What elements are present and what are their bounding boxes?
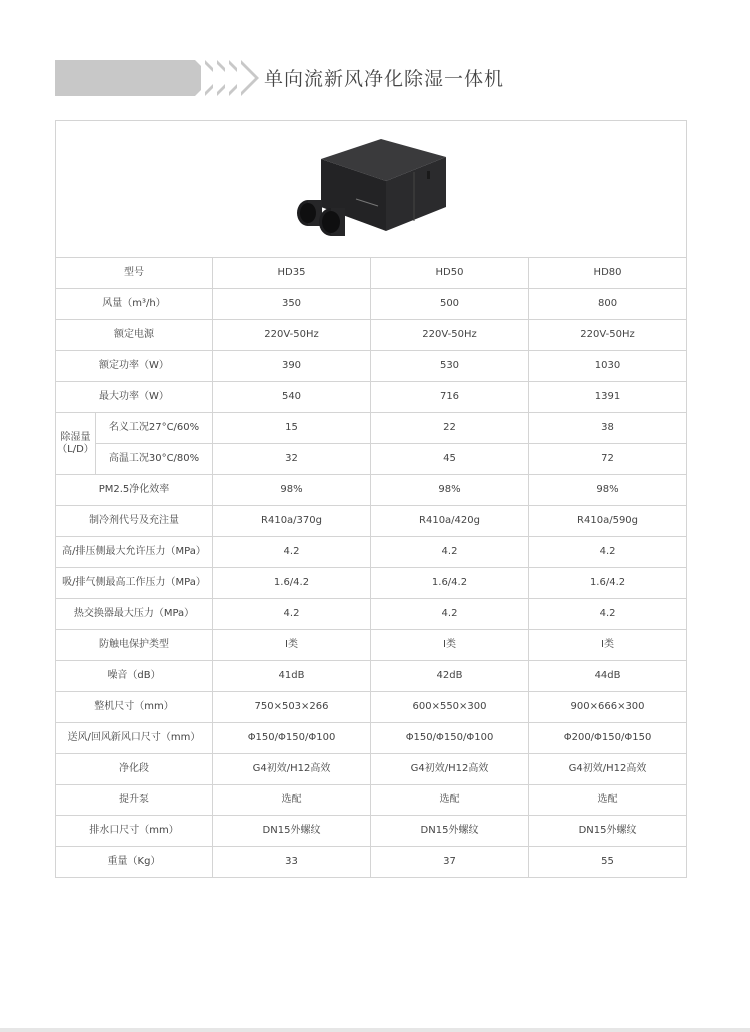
spec-value: DN15外螺纹: [213, 816, 371, 847]
spec-value: 900×666×300: [529, 692, 687, 723]
row-label: 吸/排气侧最高工作压力（MPa）: [56, 568, 213, 599]
spec-row: [56, 382, 687, 413]
row-label: 高温工况30°C/80%: [96, 444, 213, 475]
spec-row: [56, 692, 687, 723]
row-label: 高/排压侧最大允许压力（MPa）: [56, 537, 213, 568]
page-title: 单向流新风净化除湿一体机: [264, 68, 505, 90]
bottom-scrollbar[interactable]: [0, 1028, 750, 1032]
spec-value: 55: [529, 847, 687, 878]
spec-table: [55, 120, 687, 878]
spec-value: G4初效/H12高效: [529, 754, 687, 785]
spec-row: [56, 413, 687, 444]
spec-value: DN15外螺纹: [529, 816, 687, 847]
spec-value: G4初效/H12高效: [371, 754, 529, 785]
spec-value: 540: [213, 382, 371, 413]
spec-value: 716: [371, 382, 529, 413]
spec-row: [56, 444, 687, 475]
spec-value: 4.2: [213, 537, 371, 568]
row-label: 型号: [56, 258, 213, 289]
row-label: 风量（m³/h）: [56, 289, 213, 320]
spec-value: Ⅰ类: [213, 630, 371, 661]
row-label: 防触电保护类型: [56, 630, 213, 661]
spec-value: 98%: [213, 475, 371, 506]
spec-row: [56, 351, 687, 382]
row-label: 提升泵: [56, 785, 213, 816]
spec-value: 38: [529, 413, 687, 444]
spec-value: 22: [371, 413, 529, 444]
spec-value: 44dB: [529, 661, 687, 692]
spec-value: 1.6/4.2: [529, 568, 687, 599]
spec-value: 4.2: [371, 537, 529, 568]
row-label: 制冷剂代号及充注量: [56, 506, 213, 537]
spec-row: [56, 785, 687, 816]
spec-row: [56, 475, 687, 506]
spec-row: [56, 568, 687, 599]
spec-value: 72: [529, 444, 687, 475]
spec-value: 选配: [371, 785, 529, 816]
spec-value: 42dB: [371, 661, 529, 692]
spec-value: 530: [371, 351, 529, 382]
spec-row: [56, 723, 687, 754]
spec-value: Φ150/Φ150/Φ100: [371, 723, 529, 754]
row-label: 最大功率（W）: [56, 382, 213, 413]
spec-value: 37: [371, 847, 529, 878]
spec-value: 1391: [529, 382, 687, 413]
spec-value: 220V-50Hz: [529, 320, 687, 351]
spec-value: R410a/420g: [371, 506, 529, 537]
spec-value: R410a/590g: [529, 506, 687, 537]
spec-value: Ⅰ类: [529, 630, 687, 661]
spec-row: [56, 537, 687, 568]
model-name: HD35: [213, 258, 371, 289]
row-label: 整机尺寸（mm）: [56, 692, 213, 723]
spec-row: [56, 847, 687, 878]
spec-value: 98%: [529, 475, 687, 506]
image-row: [56, 121, 687, 258]
row-label: 重量（Kg）: [56, 847, 213, 878]
row-label: 额定功率（W）: [56, 351, 213, 382]
spec-row: [56, 320, 687, 351]
model-name: HD50: [371, 258, 529, 289]
spec-value: 1.6/4.2: [371, 568, 529, 599]
spec-value: 98%: [371, 475, 529, 506]
header-gray-bar: [55, 60, 195, 96]
spec-row: [56, 661, 687, 692]
spec-value: 4.2: [529, 537, 687, 568]
spec-value: 800: [529, 289, 687, 320]
spec-row: [56, 599, 687, 630]
spec-row: [56, 506, 687, 537]
spec-value: 500: [371, 289, 529, 320]
spec-value: 750×503×266: [213, 692, 371, 723]
row-label: 排水口尺寸（mm）: [56, 816, 213, 847]
row-label: 净化段: [56, 754, 213, 785]
row-label: 热交换器最大压力（MPa）: [56, 599, 213, 630]
section-header: [55, 60, 695, 98]
spec-value: 1.6/4.2: [213, 568, 371, 599]
spec-row: [56, 754, 687, 785]
spec-row: [56, 816, 687, 847]
spec-row: [56, 630, 687, 661]
spec-value: 350: [213, 289, 371, 320]
spec-value: 选配: [529, 785, 687, 816]
spec-value: Φ200/Φ150/Φ150: [529, 723, 687, 754]
spec-value: 15: [213, 413, 371, 444]
spec-value: 220V-50Hz: [213, 320, 371, 351]
product-image: [286, 129, 456, 249]
spec-value: 45: [371, 444, 529, 475]
row-label: 名义工况27°C/60%: [96, 413, 213, 444]
spec-value: Φ150/Φ150/Φ100: [213, 723, 371, 754]
spec-value: 4.2: [213, 599, 371, 630]
spec-value: 390: [213, 351, 371, 382]
product-image-cell: [56, 121, 687, 258]
spec-row: [56, 289, 687, 320]
row-label: 送风/回风新风口尺寸（mm）: [56, 723, 213, 754]
spec-value: G4初效/H12高效: [213, 754, 371, 785]
spec-value: 选配: [213, 785, 371, 816]
row-label: 额定电源: [56, 320, 213, 351]
spec-value: 41dB: [213, 661, 371, 692]
row-label: 噪音（dB）: [56, 661, 213, 692]
spec-value: 4.2: [371, 599, 529, 630]
spec-value: 4.2: [529, 599, 687, 630]
group-label: 除湿量（L/D）: [56, 413, 96, 475]
spec-value: 32: [213, 444, 371, 475]
row-label: PM2.5净化效率: [56, 475, 213, 506]
model-row: [56, 258, 687, 289]
spec-value: DN15外螺纹: [371, 816, 529, 847]
spec-value: 600×550×300: [371, 692, 529, 723]
spec-value: Ⅰ类: [371, 630, 529, 661]
spec-value: R410a/370g: [213, 506, 371, 537]
spec-value: 1030: [529, 351, 687, 382]
spec-value: 33: [213, 847, 371, 878]
model-name: HD80: [529, 258, 687, 289]
spec-value: 220V-50Hz: [371, 320, 529, 351]
